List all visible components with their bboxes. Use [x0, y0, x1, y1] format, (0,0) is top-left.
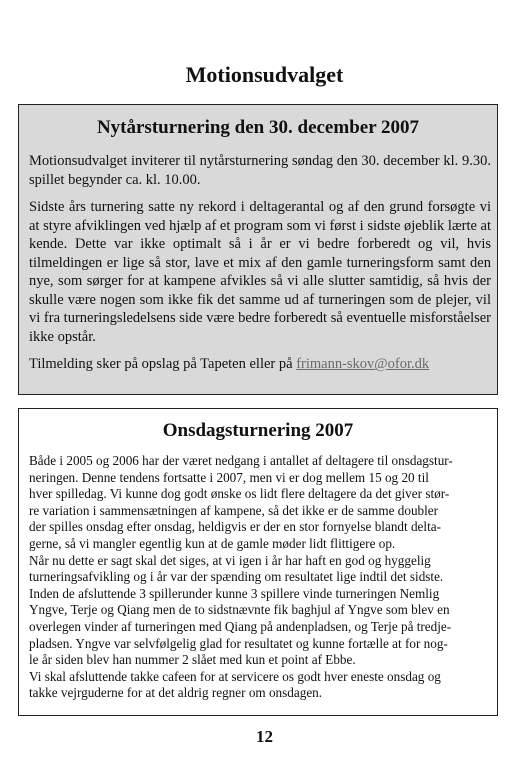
body-line: neringen. Denne tendens fortsatte i 2007, men vi er dog mellem 15 og 20 til: [29, 469, 429, 485]
section-onsdagsturnering: [18, 408, 498, 716]
body-line: overlegen vinder af turneringen med Qiang på andenpladsen, og Terje på tredje-: [29, 618, 452, 634]
body-line: pladsen. Yngve var selvfølgelig glad for resultatet og kunne fortælle at for nog-: [29, 635, 448, 651]
body-line: le år siden blev han nummer 2 slået med kun et point af Ebbe.: [29, 652, 356, 668]
email-link[interactable]: frimann-skov@ofor.dk: [296, 356, 430, 372]
description-paragraph: Sidste års turnering satte ny rekord i deltagerantal og af den grund forsøgte vi at styre afviklingen ved hjælp af et program som vi først i sidste øjeblik lærte at kende. Dette var ikke optimalt så i år er vi bedre forberedt og vil, hvis tilmeldingen er lige så stor, lave et mix af den gamle turneringsform samt den nye, som sørger for at kampene afvikles så vi alle slutter samtidig, så hvis der skulle være nogen som ikke fik det samme ud af turneringen som de plejer, vil vi fra turneringsledelsens side være bedre forberedt så eventuelle misforståelser ikke opstår.: [29, 199, 491, 345]
section-body: [29, 453, 489, 702]
body-line: takke vejrguderne for at det aldrig regner om onsdagen.: [29, 685, 323, 701]
signup-paragraph: [29, 355, 491, 374]
body-line: Inden de afsluttende 3 spillerunder kunne 3 spillere vinde turneringen Nemlig: [29, 585, 440, 601]
section-title: Onsdagsturnering 2007: [162, 420, 354, 441]
body-line: der spilles onsdag efter onsdag, heldigvis er der en stor fornyelse blandt delta-: [29, 519, 441, 535]
section-title: Nytårsturnering den 30. december 2007: [96, 117, 420, 138]
body-line: Når nu dette er sagt skal det siges, at vi igen i år har haft en god og hyggelig: [29, 552, 431, 568]
body-line: re variation i sammensætningen af kampene, så det ikke er de samme doubler: [29, 502, 439, 518]
body-line: hver spilledag. Vi kunne dog godt ønske os lidt flere deltagere da det giver stør-: [29, 486, 450, 502]
body-line: Både i 2005 og 2006 har der været nedgang i antallet af deltagere til onsdagstur-: [29, 453, 453, 468]
page-title: Motionsudvalget: [185, 62, 344, 87]
body-line: Yngve, Terje og Qiang men de to sidstnævnte fik baghjul af Yngve som blev en: [29, 602, 450, 618]
body-line: turneringsafvikling og i år var der spænding om resultatet lige indtil det sidste.: [29, 569, 444, 585]
section-nytaarsturnering: [18, 104, 498, 395]
signup-text: Tilmelding sker på opslag på Tapeten eller på: [29, 356, 293, 372]
body-line: gerne, så vi mangler egentlig kun at de gamle møder lidt flittigere op.: [29, 535, 396, 551]
body-line: Vi skal afsluttende takke cafeen for at servicere os godt hver eneste onsdag og: [29, 668, 441, 684]
page-number: 12: [256, 727, 273, 746]
invitation-paragraph: Motionsudvalget inviterer til nytårsturnering søndag den 30. december kl. 9.30. spillet begynder ca. kl. 10.00.: [29, 153, 491, 188]
